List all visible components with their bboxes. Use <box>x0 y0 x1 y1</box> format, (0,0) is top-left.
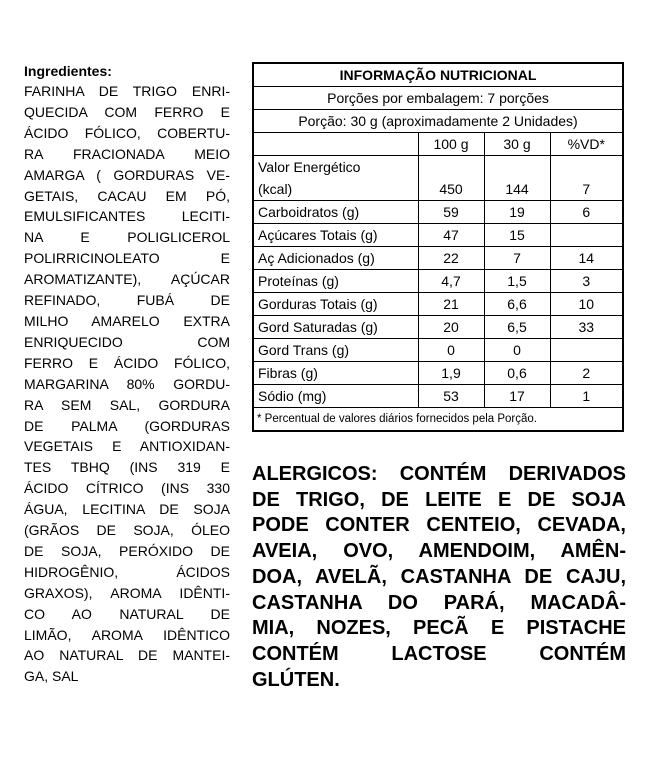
nutrient-label: Gord Trans (g) <box>253 339 418 362</box>
value-vd: 2 <box>550 362 623 385</box>
allergen-line: CONTÉM LACTOSE CONTÉM <box>252 642 626 665</box>
column-header-empty <box>253 133 418 156</box>
value-vd: 14 <box>550 247 623 270</box>
allergen-line: DOA, AVELÃ, CASTANHA DE CAJU, <box>252 565 626 588</box>
nutrient-label: Proteínas (g) <box>253 270 418 293</box>
ingredients-line: HIDROGÊNIO, ÁCIDOS <box>24 563 230 580</box>
table-row <box>253 270 623 293</box>
table-row <box>253 293 623 316</box>
energy-value-100g: 450 <box>418 156 484 201</box>
nutrient-label: Gorduras Totais (g) <box>253 293 418 316</box>
value-100g: 1,9 <box>418 362 484 385</box>
allergen-line: PODE CONTER CENTEIO, CEVADA, <box>252 514 626 537</box>
ingredients-line: FERRO E ÁCIDO FÓLICO, <box>24 354 230 371</box>
energy-value-30g: 144 <box>484 156 550 201</box>
allergen-line: CASTANHA DO PARÁ, MACADÂ- <box>252 591 626 614</box>
ingredients-line: POLIRRICINOLEATO E <box>24 250 230 267</box>
value-100g: 21 <box>418 293 484 316</box>
value-vd: 33 <box>550 316 623 339</box>
ingredients-line: CO AO NATURAL DE <box>24 605 230 622</box>
table-row <box>253 224 623 247</box>
value-30g: 15 <box>484 224 550 247</box>
ingredients-line: ENRIQUECIDO COM <box>24 333 230 350</box>
value-30g: 0 <box>484 339 550 362</box>
ingredients-line: VEGETAIS E ANTIOXIDAN- <box>24 438 230 455</box>
serving-size: Porção: 30 g (aproximadamente 2 Unidades) <box>253 110 623 133</box>
nutrient-label: Açúcares Totais (g) <box>253 224 418 247</box>
table-row <box>253 156 623 201</box>
value-vd: 1 <box>550 385 623 408</box>
ingredients-line: MARGARINA 80% GORDU- <box>24 375 230 392</box>
allergen-line: DE TRIGO, DE LEITE E DE SOJA <box>252 488 626 511</box>
ingredients-line: ÁGUA, LECITINA DE SOJA <box>24 501 230 518</box>
allergen-line: GLÚTEN. <box>252 668 340 691</box>
value-30g: 0,6 <box>484 362 550 385</box>
nutrition-footnote: * Percentual de valores diários fornecidos pela Porção. <box>253 408 623 432</box>
ingredients-line: MILHO AMARELO EXTRA <box>24 312 230 329</box>
ingredients-line: DE SOJA, PERÓXIDO DE <box>24 542 230 559</box>
column-header-vd: %VD* <box>550 133 623 156</box>
nutrition-title: INFORMAÇÃO NUTRICIONAL <box>253 63 623 87</box>
table-row <box>253 339 623 362</box>
value-100g: 20 <box>418 316 484 339</box>
table-row <box>253 201 623 224</box>
ingredients-line: EMULSIFICANTES LECITI- <box>24 208 230 225</box>
nutrient-label: Carboidratos (g) <box>253 201 418 224</box>
value-100g: 0 <box>418 339 484 362</box>
ingredients-line: GRAXOS), AROMA IDÊNTI- <box>24 584 230 601</box>
ingredients-line: DE PALMA (GORDURAS <box>24 417 230 434</box>
value-vd: 6 <box>550 201 623 224</box>
nutrition-facts-table <box>252 62 624 432</box>
value-vd: 10 <box>550 293 623 316</box>
table-row <box>253 385 623 408</box>
value-30g: 7 <box>484 247 550 270</box>
ingredients-line: ÁCIDO CÍTRICO (INS 330 <box>24 480 230 497</box>
ingredients-block <box>24 62 230 687</box>
energy-value-vd: 7 <box>550 156 623 201</box>
allergen-line: ALERGICOS: CONTÉM DERIVADOS <box>252 463 626 485</box>
ingredients-line: FARINHA DE TRIGO ENRI- <box>24 83 230 99</box>
nutrient-label: Gord Saturadas (g) <box>253 316 418 339</box>
value-100g: 59 <box>418 201 484 224</box>
ingredients-line: TES TBHQ (INS 319 E <box>24 459 230 476</box>
servings-per-package: Porções por embalagem: 7 porções <box>253 87 623 110</box>
ingredients-line: RA FRACIONADA MEIO <box>24 145 230 162</box>
column-header-100g: 100 g <box>418 133 484 156</box>
table-row <box>253 316 623 339</box>
table-row <box>253 362 623 385</box>
ingredients-line: (GRÃOS DE SOJA, ÓLEO <box>24 522 230 539</box>
allergen-line: MIA, NOZES, PECÃ E PISTACHE <box>252 617 626 640</box>
value-30g: 6,5 <box>484 316 550 339</box>
column-header-30g: 30 g <box>484 133 550 156</box>
value-vd: 3 <box>550 270 623 293</box>
value-30g: 6,6 <box>484 293 550 316</box>
ingredients-line: AROMATIZANTE), AÇÚCAR <box>24 271 230 288</box>
value-100g: 4,7 <box>418 270 484 293</box>
ingredients-line: ÁCIDO FÓLICO, COBERTU- <box>24 124 230 141</box>
ingredients-line: GA, SAL <box>24 668 79 685</box>
nutrient-label: Fibras (g) <box>253 362 418 385</box>
value-vd <box>550 224 623 247</box>
ingredients-line: REFINADO, FUBÁ DE <box>24 292 230 309</box>
column-header-row <box>253 133 623 156</box>
value-30g: 1,5 <box>484 270 550 293</box>
energy-label-line1: Valor Energético <box>258 159 361 175</box>
ingredients-line: AMARGA ( GORDURAS VE- <box>24 166 230 183</box>
ingredients-line: QUECIDA COM FERRO E <box>24 103 230 120</box>
ingredients-line: NA E POLIGLICEROL <box>24 229 230 246</box>
ingredients-heading: Ingredientes: <box>24 63 112 79</box>
nutrient-label: Sódio (mg) <box>253 385 418 408</box>
ingredients-line: LIMÃO, AROMA IDÊNTICO <box>24 626 230 643</box>
value-30g: 19 <box>484 201 550 224</box>
value-30g: 17 <box>484 385 550 408</box>
energy-label-line2: (kcal) <box>258 181 293 197</box>
ingredients-line: GETAIS, CACAU EM PÓ, <box>24 187 230 204</box>
value-100g: 53 <box>418 385 484 408</box>
allergen-line: AVEIA, OVO, AMENDOIM, AMÊN- <box>252 540 626 563</box>
ingredients-line: RA SEM SAL, GORDURA <box>24 396 230 413</box>
ingredients-text <box>24 81 230 687</box>
table-row <box>253 247 623 270</box>
ingredients-line: AO NATURAL DE MANTEI- <box>24 647 230 664</box>
value-vd <box>550 339 623 362</box>
value-100g: 22 <box>418 247 484 270</box>
nutrient-label-energy <box>253 156 418 201</box>
nutrient-label: Aç Adicionados (g) <box>253 247 418 270</box>
allergen-statement <box>252 462 626 693</box>
value-100g: 47 <box>418 224 484 247</box>
